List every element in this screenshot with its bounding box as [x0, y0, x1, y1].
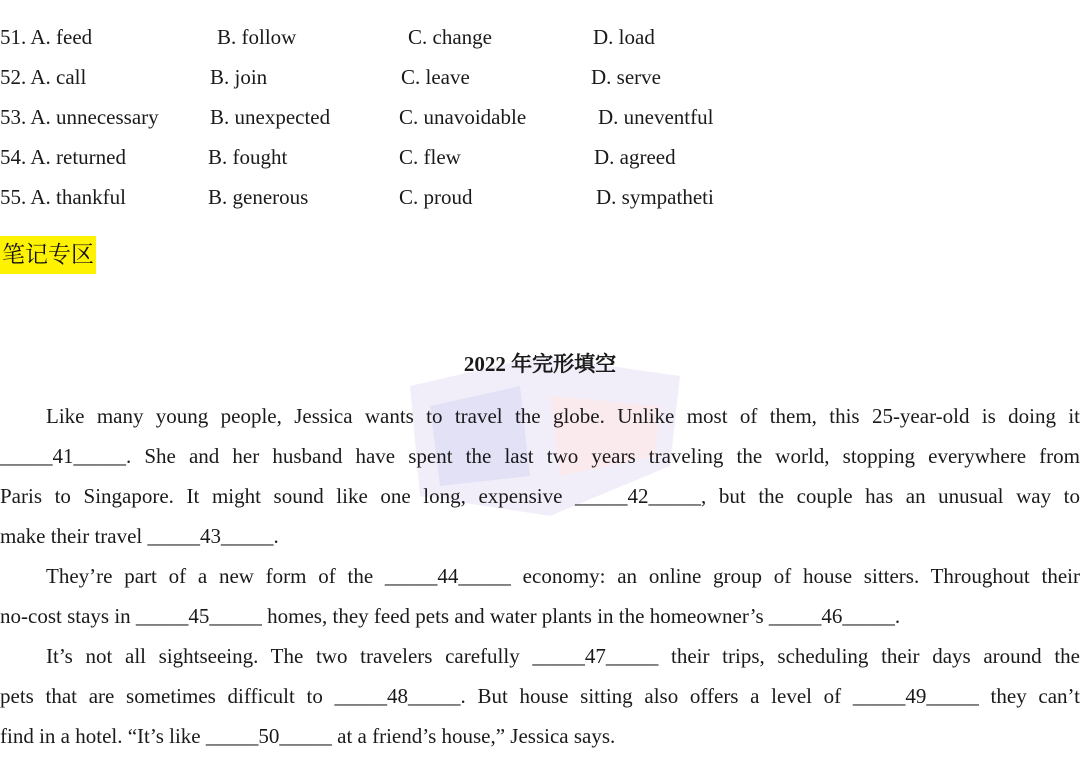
passage-line: They’re part of a new form of the _____44_____ economy: an online group of house sitters. Throughout their — [46, 564, 1080, 588]
option-row-51 — [0, 17, 1080, 57]
option-c: C. flew — [399, 145, 461, 169]
passage-line: make their travel _____43_____. — [0, 524, 279, 548]
passage-line: Like many young people, Jessica wants to travel the globe. Unlike most of them, this 25-year-old is doing it — [46, 404, 1080, 428]
option-row-53 — [0, 97, 1080, 137]
option-a: 52. A. call — [0, 65, 87, 89]
option-c: C. unavoidable — [399, 105, 527, 129]
option-d: D. load — [593, 25, 655, 49]
option-c: C. change — [408, 25, 492, 49]
option-b: B. follow — [217, 25, 297, 49]
option-b: B. join — [210, 65, 268, 89]
passage-line: Paris to Singapore. It might sound like one long, expensive _____42_____, but the couple has an unusual way to — [0, 484, 1080, 508]
note-section-tag: 笔记专区 — [0, 236, 96, 274]
option-row-54 — [0, 137, 1080, 177]
option-row-52 — [0, 57, 1080, 97]
option-b: B. unexpected — [210, 105, 331, 129]
option-b: B. generous — [208, 185, 309, 209]
option-a: 51. A. feed — [0, 25, 93, 49]
passage-line: find in a hotel. “It’s like _____50_____ at a friend’s house,” Jessica says. — [0, 724, 616, 748]
option-a: 53. A. unnecessary — [0, 105, 159, 129]
passage-line: It’s not all sightseeing. The two travelers carefully _____47_____ their trips, scheduling their days around the — [46, 644, 1080, 668]
option-row-55 — [0, 177, 1080, 217]
passage-line: no-cost stays in _____45_____ homes, they feed pets and water plants in the homeowner’s _____46_____. — [0, 604, 901, 628]
option-c: C. proud — [399, 185, 473, 209]
option-d: D. sympatheti — [596, 185, 714, 209]
option-d: D. agreed — [594, 145, 676, 169]
passage-title: 2022 年完形填空 — [463, 352, 617, 376]
option-c: C. leave — [401, 65, 470, 89]
option-a: 55. A. thankful — [0, 185, 126, 209]
option-b: B. fought — [208, 145, 288, 169]
option-a: 54. A. returned — [0, 145, 126, 169]
option-d: D. serve — [591, 65, 661, 89]
passage-line: pets that are sometimes difficult to _____48_____. But house sitting also offers a level of _____49_____ they can’t — [0, 684, 1080, 708]
passage-line: _____41_____. She and her husband have spent the last two years traveling the world, stopping everywhere from — [0, 444, 1080, 468]
option-d: D. uneventful — [598, 105, 714, 129]
